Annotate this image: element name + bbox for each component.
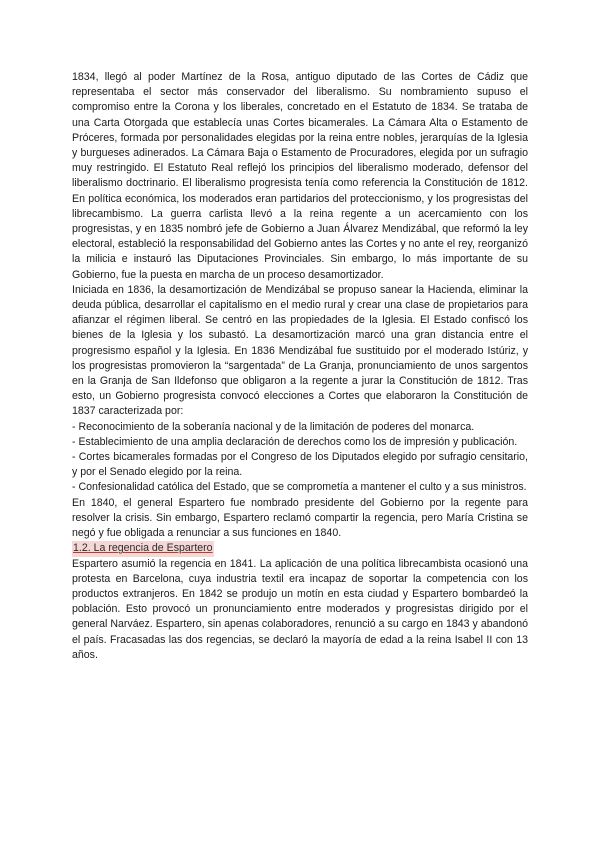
paragraph-desamortizacion: Iniciada en 1836, la desamortización de Mendizábal se propuso sanear la Hacienda, eliminar la deuda pública, desarrollar el capitalismo en el medio rural y crear una clase de propietarios para afianzar el régimen liberal. Se centró en las propiedades de la Iglesia. El Estado confiscó los bienes de la Iglesia y los subastó. La desamortización marcó una gran distancia entre el progresismo español y la Iglesia. En 1836 Mendizábal fue sustituido por el moderado Istúriz, y los progresistas promovieron la “sargentada” de La Granja, pronunciamiento de unos sargentos en la Granja de San Ildefonso que obligaron a la regente a jurar la Constitución de 1812. Tras esto, un Gobierno progresista convocó elecciones a Cortes que elaboraron la Constitución de 1837 caracterizada por:	[72, 283, 528, 418]
section-heading: 1.2. La regencia de Espartero	[72, 541, 214, 556]
list-item-cortes-bicamerales: - Cortes bicamerales formadas por el Congreso de los Diputados elegido por sufragio censitario, y por el Senado elegido por la reina.	[72, 451, 528, 479]
paragraph-estatuto-real: 1834, llegó al poder Martínez de la Rosa, antiguo diputado de las Cortes de Cádiz que representaba el sector más conservador del liberalismo. Su nombramiento supuso el compromiso entre la Corona y los liberales, concretado en el Estatuto de 1834. Se trataba de una Carta Otorgada que establecía unas Cortes bicamerales. La Cámara Alta o Estamento de Próceres, formada por personalidades elegidas por la reina entre nobles, jerarquías de la Iglesia y burgueses adinerados. La Cámara Baja o Estamento de Procuradores, elegida por un sufragio muy restringido. El Estatuto Real reflejó los principios del liberalismo moderado, defensor del liberalismo doctrinario. El liberalismo progresista tenía como referencia la Constitución de 1812. En política económica, los moderados eran partidarios del proteccionismo, y los progresistas del librecambismo. La guerra carlista llevó a la reina regente a un acercamiento con los progresistas, y en 1835 nombró jefe de Gobierno a Juan Álvarez Mendizábal, que reformó la ley electoral, estableció la responsabilidad del Gobierno antes las Cortes y no ante el rey, reorganizó la milicia e instauró las Diputaciones Provinciales. Sin embargo, lo más importante de su Gobierno, fue la puesta en marcha de un proceso desamortizador.	[72, 71, 528, 281]
list-item-derechos: - Establecimiento de una amplia declaración de derechos como los de impresión y publicación.	[72, 435, 518, 448]
section-heading-wrapper	[72, 541, 528, 556]
paragraph-regencia-espartero: Espartero asumió la regencia en 1841. La aplicación de una política librecambista ocasionó una protesta en Barcelona, cuya industria textil era incapaz de soportar la competencia con los productos extranjeros. En 1842 se produjo un motín en esta ciudad y Espartero bombardeó la población. Esto provocó un pronunciamiento entre moderados y progresistas dirigido por el general Narváez. Espartero, sin apenas colaboradores, renunció a su cargo en 1843 y abandonó el país. Fracasadas las dos regencias, se declaró la mayoría de edad a la reina Isabel II con 13 años.	[72, 557, 528, 661]
paragraph-espartero-presidente: En 1840, el general Espartero fue nombrado presidente del Gobierno por la regente para resolver la crisis. Sin embargo, Espartero reclamó compartir la regencia, pero María Cristina se negó y fue obligada a renunciar a sus funciones en 1840.	[72, 496, 528, 540]
list-item-soberania: - Reconocimiento de la soberanía nacional y de la limitación de poderes del monarca.	[72, 420, 475, 433]
document-page	[72, 70, 528, 663]
list-item-confesionalidad: - Confesionalidad católica del Estado, que se comprometía a mantener el culto y a sus ministros.	[72, 481, 527, 494]
